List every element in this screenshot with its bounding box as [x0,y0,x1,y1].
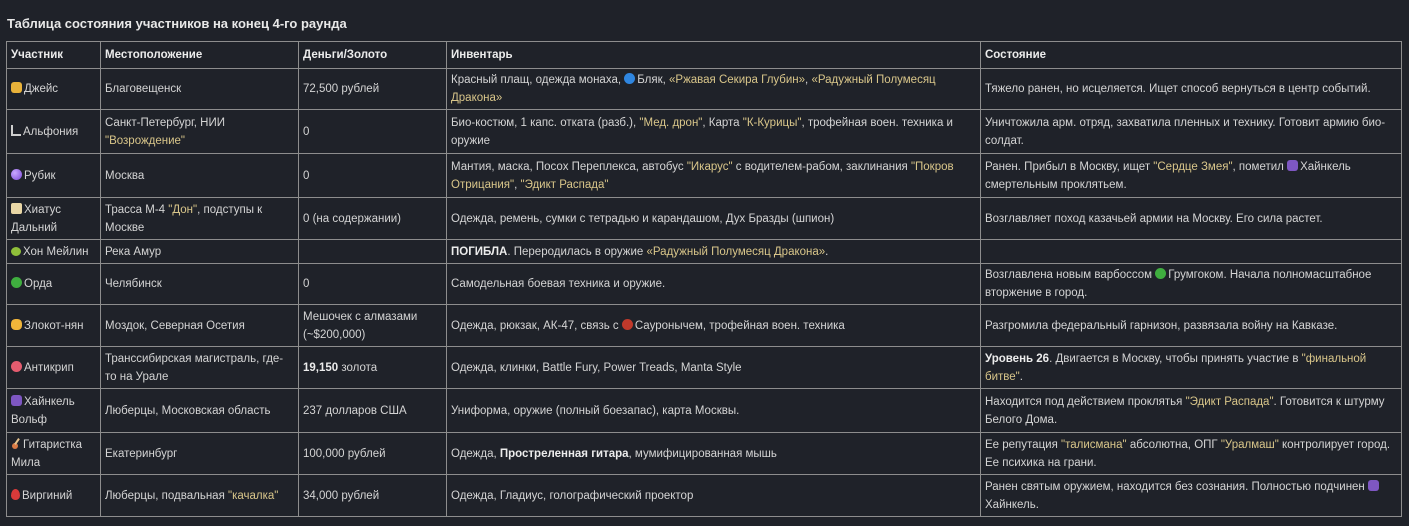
cell-text: Мешочек с алмазами (~$200,000) [303,310,418,341]
latin-cross-icon [11,395,22,406]
participant-name: Джейс [24,83,59,95]
cell-text: контролирует город. Ее психика на грани. [985,438,1391,469]
participant-name: Альфония [23,125,79,138]
cell-location [101,475,299,517]
cell-text: Одежда, [451,447,500,460]
table-row [7,347,1402,389]
cell-status [981,110,1402,154]
cell-inventory [447,305,981,347]
participant-name: Хон Мейлин [23,245,89,258]
cell-inventory [447,240,981,264]
cell-text: Санкт-Петербург, НИИ [105,116,226,129]
highlighted-term: "Уралмаш" [1220,438,1279,451]
participant-name: Виргиний [22,489,73,502]
cell-inventory [447,475,981,517]
cell-text: Возглавлена новым варбоссом [985,269,1156,281]
cell-inventory [447,264,981,305]
cell-text: Мантия, маска, Посох Переплекса, автобус [451,160,687,173]
highlighted-term: "качалка" [228,489,279,502]
cell-text: Био-костюм, 1 капс. отката (разб.), [451,116,640,129]
cell-status [981,305,1402,347]
cell-text: Хайнкель. [985,498,1039,511]
cell-text: , [514,178,521,191]
cell-text: , [805,74,812,86]
participant-name: Хайнкель Вольф [11,395,75,426]
cell-text: Моздок, Северная Осетия [105,319,245,332]
cell-inventory [447,347,981,389]
cell-money [299,198,447,240]
highlighted-term: «Радужный Полумесяц Дракона» [646,245,826,258]
cell-text: Одежда, ремень, сумки с тетрадью и карандашом, Дух Бразды (шпион) [451,212,835,225]
cell-money [299,389,447,433]
fountain-icon [11,125,21,136]
cell-text: Ранен. Прибыл в Москву, ищет [985,160,1154,173]
cell-text: Находится под действием проклятья [985,395,1186,408]
column-header-money: Деньги/Золото [299,42,447,69]
cell-location [101,110,299,154]
highlighted-term: "К-Курицы" [742,116,802,129]
cell-location [101,305,299,347]
cell-money [299,69,447,110]
blood-drop-icon [11,489,20,500]
highlighted-term: "Мед. дрон" [639,116,703,129]
cell-text: 0 (на содержании) [303,212,402,225]
scroll-icon [11,203,22,214]
cell-participant [7,475,101,517]
highlighted-term: "Эдикт Распада" [1185,395,1274,408]
devil-face-icon [622,319,633,330]
column-header-inventory: Инвентарь [447,42,981,69]
cell-text: Река Амур [105,245,162,258]
table-row [7,240,1402,264]
latin-cross-icon [1287,160,1298,171]
cell-text: Одежда, клинки, Battle Fury, Power Treads, Manta Style [451,361,742,374]
cell-location [101,154,299,198]
cell-inventory [447,110,981,154]
latin-cross-icon [1368,480,1379,491]
cell-status [981,433,1402,475]
cell-participant [7,69,101,110]
cell-text: Челябинск [105,278,162,290]
flexed-biceps-icon [11,82,22,93]
cell-text: Хайнкель смертельным проклятьем. [985,160,1351,191]
table-body [7,69,1402,517]
cell-inventory [447,389,981,433]
cell-location [101,347,299,389]
participants-table [6,41,1402,517]
cell-text: . Переродилась в оружие [507,245,647,258]
dragon-icon [11,247,21,256]
cell-money [299,475,447,517]
cell-text: Благовещенск [105,83,182,95]
participant-name: Гитаристка Мила [11,438,83,469]
cell-text: с водителем-рабом, заклинания [732,160,911,173]
table-row [7,264,1402,305]
highlighted-term: «Ржавая Секира Глубин» [669,74,806,86]
column-header-participant: Участник [7,42,101,69]
cell-status [981,389,1402,433]
cell-text: Люберцы, подвальная [105,489,228,502]
highlighted-term: "Покров Отрицания" [451,160,954,191]
crystal-ball-icon [11,169,22,180]
cell-text: 0 [303,125,310,138]
cell-text: Уничтожила арм. отряд, захватила пленных и технику. Готовит армию био-солдат. [985,116,1386,147]
blue-circle-icon [624,73,635,84]
cell-location [101,389,299,433]
cell-participant [7,240,101,264]
cell-money [299,347,447,389]
cell-text: абсолютна, ОПГ [1126,438,1221,451]
cell-text: Трасса М-4 [105,203,169,216]
highlighted-term: "талисмана" [1061,438,1127,451]
cell-text: . Готовится к штурму Белого Дома. [985,395,1385,426]
participant-name: Рубик [24,169,56,182]
green-circle-icon [1155,268,1166,279]
cell-text: Красный плащ, одежда монаха, [451,74,625,86]
participant-name: Злокот-нян [24,319,84,332]
cell-text: , мумифицированная мышь [628,447,777,460]
cell-participant [7,305,101,347]
cell-text: Самодельная боевая техника и оружие. [451,278,666,290]
cell-text: , трофейная воен. техника и оружие [451,116,953,147]
bold-text: Уровень 26 [985,352,1050,365]
cell-money [299,305,447,347]
cell-text: Тяжело ранен, но исцеляется. Ищет способ вернуться в центр событий. [985,83,1371,95]
cell-text: Ее репутация [985,438,1061,451]
cell-money [299,110,447,154]
cell-participant [7,347,101,389]
cell-participant [7,198,101,240]
cell-money [299,433,447,475]
cell-text: Ранен святым оружием, находится без сознания. Полностью подчинен [985,480,1368,493]
cell-text: . [825,245,829,258]
participant-name: Хиатус Дальний [11,203,62,234]
cell-status [981,347,1402,389]
highlighted-term: "финальной битве" [985,352,1367,383]
cell-location [101,240,299,264]
cell-participant [7,264,101,305]
cell-money [299,240,447,264]
cell-location [101,198,299,240]
cell-inventory [447,69,981,110]
cell-participant [7,154,101,198]
highlighted-term: "Дон" [168,203,198,216]
cell-text: золота [338,361,378,374]
cell-status [981,198,1402,240]
cell-status [981,240,1402,264]
cell-text: Бляк, [637,74,670,86]
cell-participant [7,110,101,154]
highlighted-term: «Радужный Полумесяц Дракона» [451,74,936,104]
cell-location [101,264,299,305]
table-row [7,154,1402,198]
cell-text: Сауронычем, трофейная воен. техника [634,319,845,332]
cell-status [981,69,1402,110]
cell-text: Москва [105,169,145,182]
participant-name: Антикрип [24,361,74,374]
table-row [7,389,1402,433]
cell-participant [7,389,101,433]
table-row [7,69,1402,110]
highlighted-term: "Возрождение" [105,134,186,147]
cell-text: Возглавляет поход казачьей армии на Москву. Его сила растет. [985,212,1323,225]
cell-text: Униформа, оружие (полный боезапас), карта Москвы. [451,404,740,417]
page-title: Таблица состояния участников на конец 4-го раунда [7,16,347,31]
column-header-status: Состояние [981,42,1402,69]
cell-text: 34,000 рублей [303,489,380,502]
table-header-row [7,42,1402,69]
cell-money [299,154,447,198]
cell-inventory [447,433,981,475]
cell-inventory [447,154,981,198]
cell-text: , пометил [1232,160,1288,173]
table-row [7,475,1402,517]
cat-face-icon [11,319,22,330]
cell-text: , Карта [702,116,743,129]
cell-participant [7,433,101,475]
cell-text: . [1019,370,1023,383]
cell-status [981,264,1402,305]
cell-text: , подступы к Москве [105,203,263,234]
cell-text: Разгромила федеральный гарнизон, развязала войну на Кавказе. [985,319,1338,332]
table-row [7,198,1402,240]
cell-status [981,154,1402,198]
cell-text: Одежда, Гладиус, голографический проектор [451,489,694,502]
highlighted-term: "Эдикт Распада" [520,178,609,191]
participant-name: Орда [24,278,53,290]
cell-text: Транссибирская магистраль, где-то на Урале [105,352,284,383]
bold-text: Простреленная гитара [499,447,629,460]
cell-location [101,433,299,475]
brain-icon [11,361,22,372]
cell-location [101,69,299,110]
cell-text: 0 [303,169,310,182]
cell-text: 0 [303,278,310,290]
cell-text: 72,500 рублей [303,83,380,95]
cell-status [981,475,1402,517]
cell-text: 100,000 рублей [303,447,386,460]
highlighted-term: "Сердце Змея" [1153,160,1233,173]
cell-money [299,264,447,305]
table-row [7,305,1402,347]
table-row [7,110,1402,154]
cell-text: Люберцы, Московская область [105,404,271,417]
cell-text: Одежда, рюкзак, АК-47, связь с [451,319,622,332]
cell-text: 237 долларов США [303,404,407,417]
cell-inventory [447,198,981,240]
column-header-location: Местоположение [101,42,299,69]
bold-text: ПОГИБЛА [451,245,508,258]
cell-text: Грумгоком. Начала полномасштабное вторжение в город. [985,269,1372,299]
bold-text: 19,150 [303,361,339,374]
table-row [7,433,1402,475]
guitar-icon [11,438,21,449]
highlighted-term: "Икарус" [686,160,733,173]
green-circle-icon [11,277,22,288]
cell-text: Екатеринбург [105,447,178,460]
cell-text: . Двигается в Москву, чтобы принять участие в [1049,352,1302,365]
